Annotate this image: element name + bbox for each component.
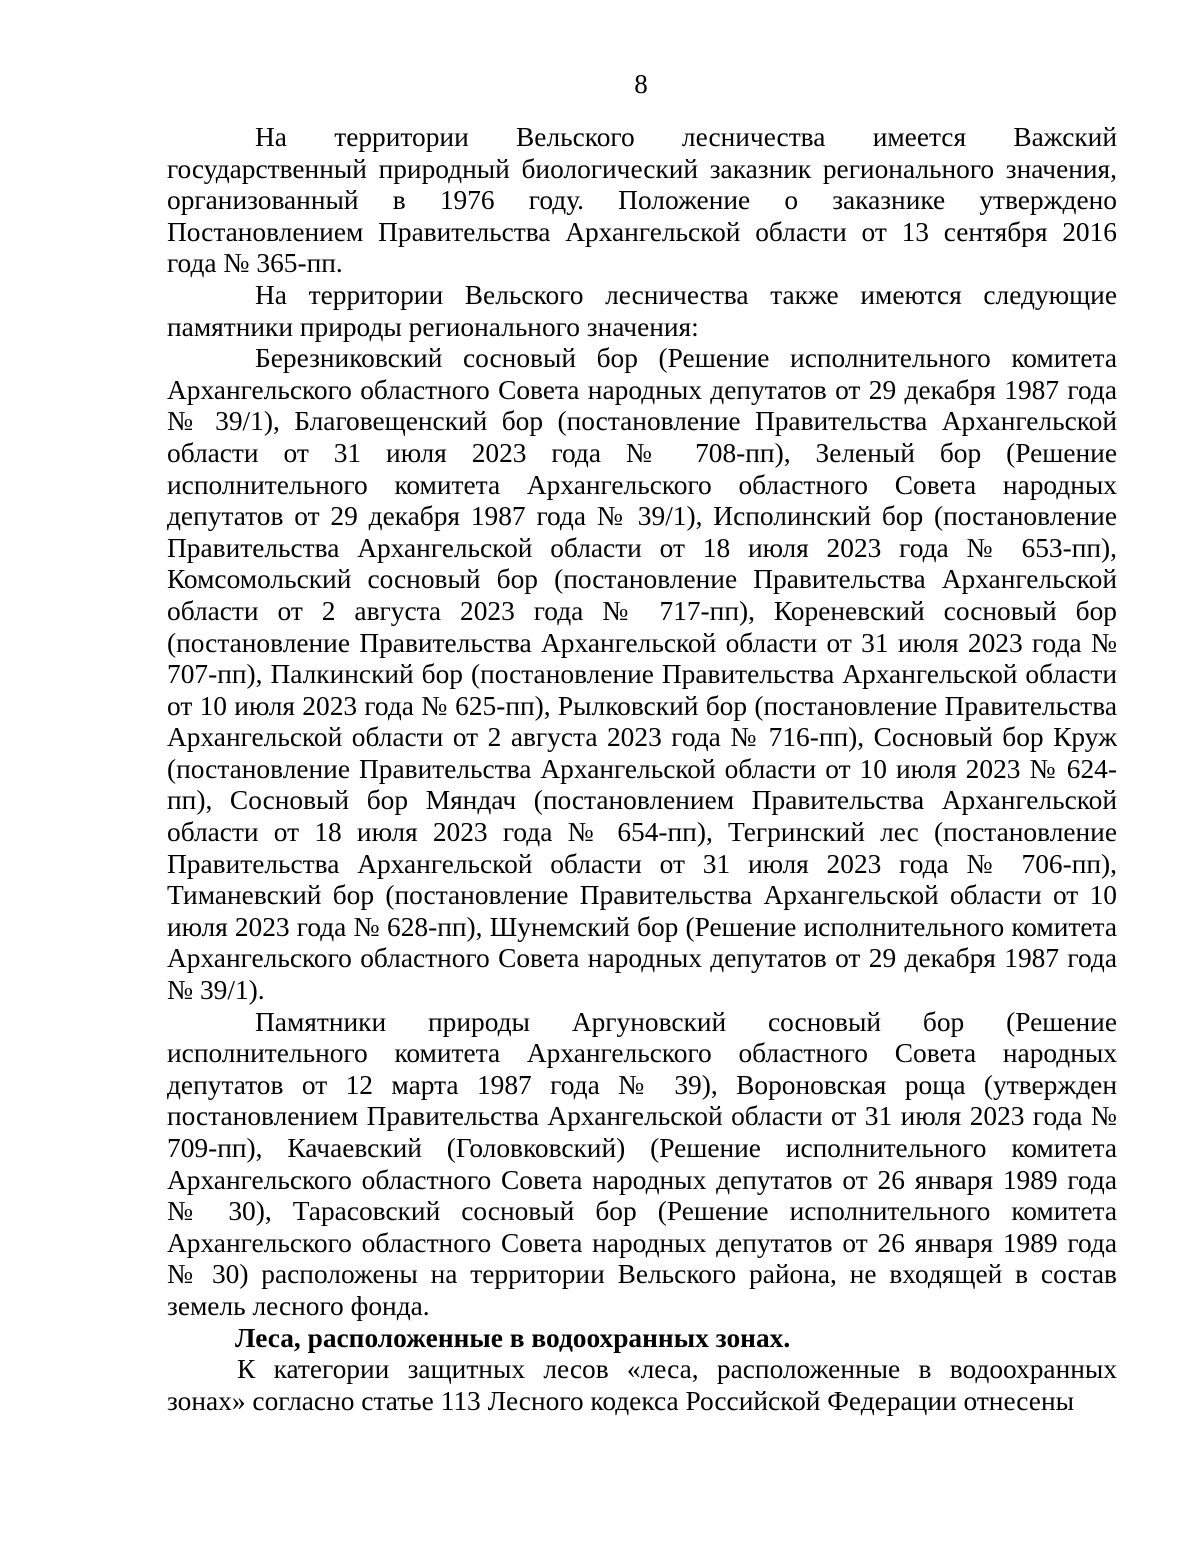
paragraph-zakaznik: На территории Вельского лесничества имеется Важский государственный природный биологический заказник регионального значения, организованный в 1976 году. Положение о заказнике утверждено Постановлением Правительства Архангельской области от 13 сентября 2016 года № 365-пп. [167, 122, 1117, 279]
page-number: 8 [634, 69, 648, 99]
paragraph-monuments-intro: На территории Вельского лесничества также имеются следующие памятники природы регионального значения: [167, 279, 1117, 342]
paragraph-monuments-list: Березниковский сосновый бор (Решение исполнительного комитета Архангельского областного Совета народных депутатов от 29 декабря 1987 года № 39/1), Благовещенский бор (постановление Правительства Архангельской области от 31 июля 2023 года № 708-пп), Зеленый бор (Решение исполнительного комитета Архангельского областного Совета народных депутатов от 29 декабря 1987 года № 39/1), Исполинский бор (постановление Правительства Архангельской области от 18 июля 2023 года № 653-пп), Комсомольский сосновый бор (постановление Правительства Архангельской области от 2 августа 2023 года № 717-пп), Кореневский сосновый бор (постановление Правительства Архангельской области от 31 июля 2023 года № 707-пп), Палкинский бор (постановление Правительства Архангельской области от 10 июля 2023 года № 625-пп), Рылковский бор (постановление Правительства Архангельской области от 2 августа 2023 года № 716-пп), Сосновый бор Круж (постановление Правительства Архангельской области от 10 июля 2023 № 624-пп), Сосновый бор Мяндач (постановлением Правительства Архангельской области от 18 июля 2023 года № 654-пп), Тегринский лес (постановление Правительства Архангельской области от 31 июля 2023 года № 706-пп), Тиманевский бор (постановление Правительства Архангельской области от 10 июля 2023 года № 628-пп), Шунемский бор (Решение исполнительного комитета Архангельского областного Совета народных депутатов от 29 декабря 1987 года № 39/1). [167, 343, 1117, 1006]
section-heading-water-protection: Леса, расположенные в водоохранных зонах. [235, 1322, 791, 1353]
document-body [167, 122, 1117, 1417]
paragraph-water-protection: К категории защитных лесов «леса, расположенные в водоохранных зонах» согласно статье 113 Лесного кодекса Российской Федерации отнесены [167, 1354, 1117, 1416]
paragraph-monuments-outside: Памятники природы Аргуновский сосновый бор (Решение исполнительного комитета Архангельского областного Совета народных депутатов от 12 марта 1987 года № 39), Вороновская роща (утвержден постановлением Правительства Архангельской области от 31 июля 2023 года № 709-пп), Качаевский (Головковский) (Решение исполнительного комитета Архангельского областного Совета народных депутатов от 26 января 1989 года № 30), Тарасовский сосновый бор (Решение исполнительного комитета Архангельского областного Совета народных депутатов от 26 января 1989 года № 30) расположены на территории Вельского района, не входящей в состав земель лесного фонда. [167, 1006, 1117, 1321]
